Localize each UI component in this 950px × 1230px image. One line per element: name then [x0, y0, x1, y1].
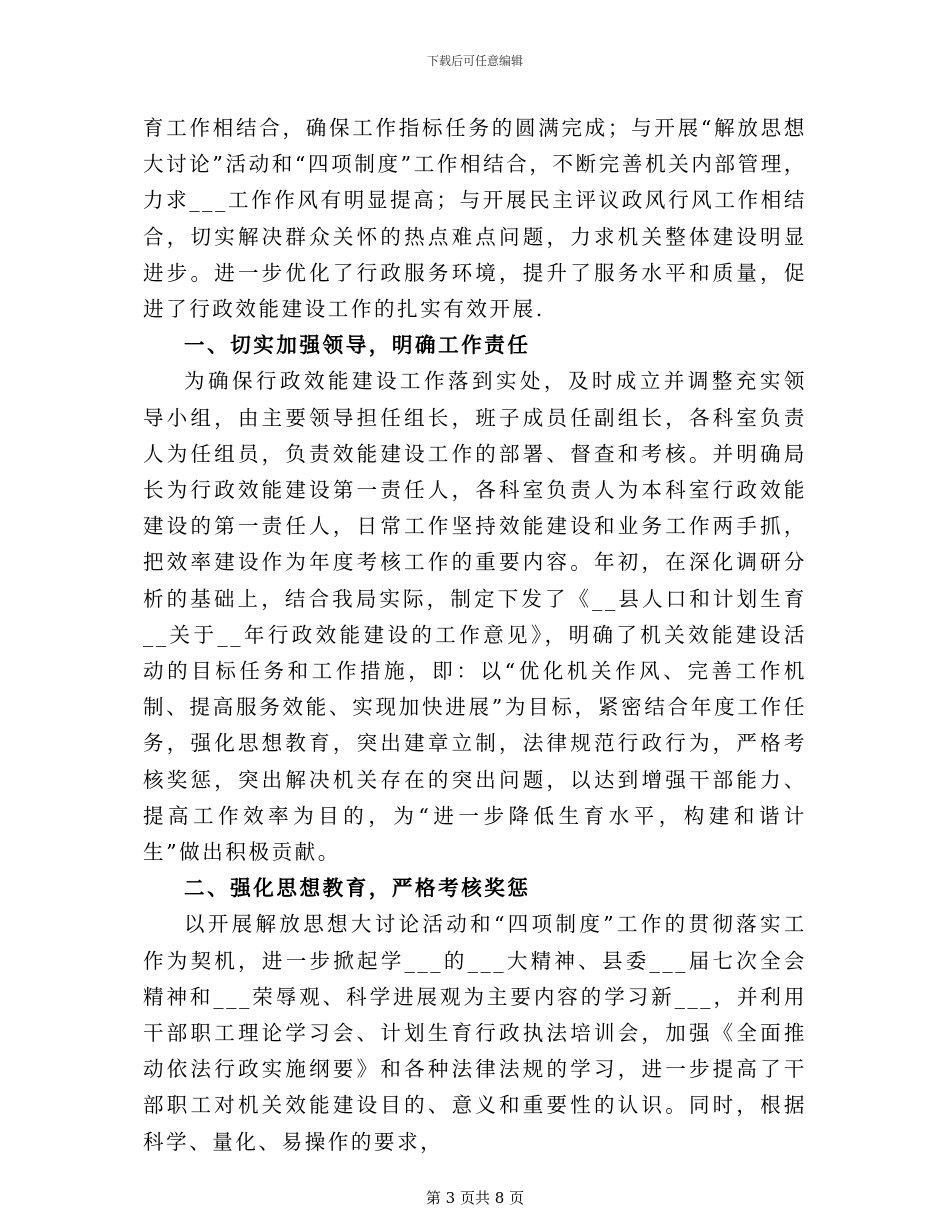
document-body: [143, 110, 807, 1160]
paragraph-3: 以开展解放思想大讨论活动和“四项制度”工作的贯彻落实工作为契机，进一步掀起学___的___大精神、县委___届七次全会精神和___荣辱观、科学进展观为主要内容的学习新___，并利用干部职工理论学习会、计划生育行政执法培训会，加强《全面推动依法行政实施纲要》和各种法律法规的学习，进一步提高了干部职工对机关效能建设目的、意义和重要性的认识。同时，根据科学、量化、易操作的要求，: [143, 912, 807, 1154]
section-heading-1: 一、切实加强领导，明确工作责任: [184, 333, 531, 358]
section-heading-2: 二、强化思想教育，严格考核奖惩: [184, 876, 531, 901]
paragraph-2: 为确保行政效能建设工作落到实处，及时成立并调整充实领导小组，由主要领导担任组长，班子成员任副组长，各科室负责人为任组员，负责效能建设工作的部署、督查和考核。并明确局长为行政效能建设第一责任人，各科室负责人为本科室行政效能建设的第一责任人，日常工作坚持效能建设和业务工作两手抓，把效率建设作为年度考核工作的重要内容。年初，在深化调研分析的基础上，结合我局实际，制定下发了《__县人口和计划生育__关于__年行政效能建设的工作意见》，明确了机关效能建设活动的目标任务和工作措施，即：以“优化机关作风、完善工作机制、提高服务效能、实现加快进展”为目标，紧密结合年度工作任务，强化思想教育，突出建章立制，法律规范行政行为，严格考核奖惩，突出解决机关存在的突出问题，以达到增强干部能力、提高工作效率为目的，为“进一步降低生育水平，构建和谐计生”做出积极贡献。: [143, 369, 807, 865]
page-header: 下载后可任意编辑: [426, 54, 523, 68]
page-footer: 第 3 页共 8 页: [425, 1189, 525, 1207]
paragraph-1: 育工作相结合，确保工作指标任务的圆满完成；与开展“解放思想大讨论”活动和“四项制度”工作相结合，不断完善机关内部管理，力求___工作作风有明显提高；与开展民主评议政风行风工作相结合，切实解决群众关怀的热点难点问题，力求机关整体建设明显进步。进一步优化了行政服务环境，提升了服务水平和质量，促进了行政效能建设工作的扎实有效开展.: [143, 116, 807, 322]
